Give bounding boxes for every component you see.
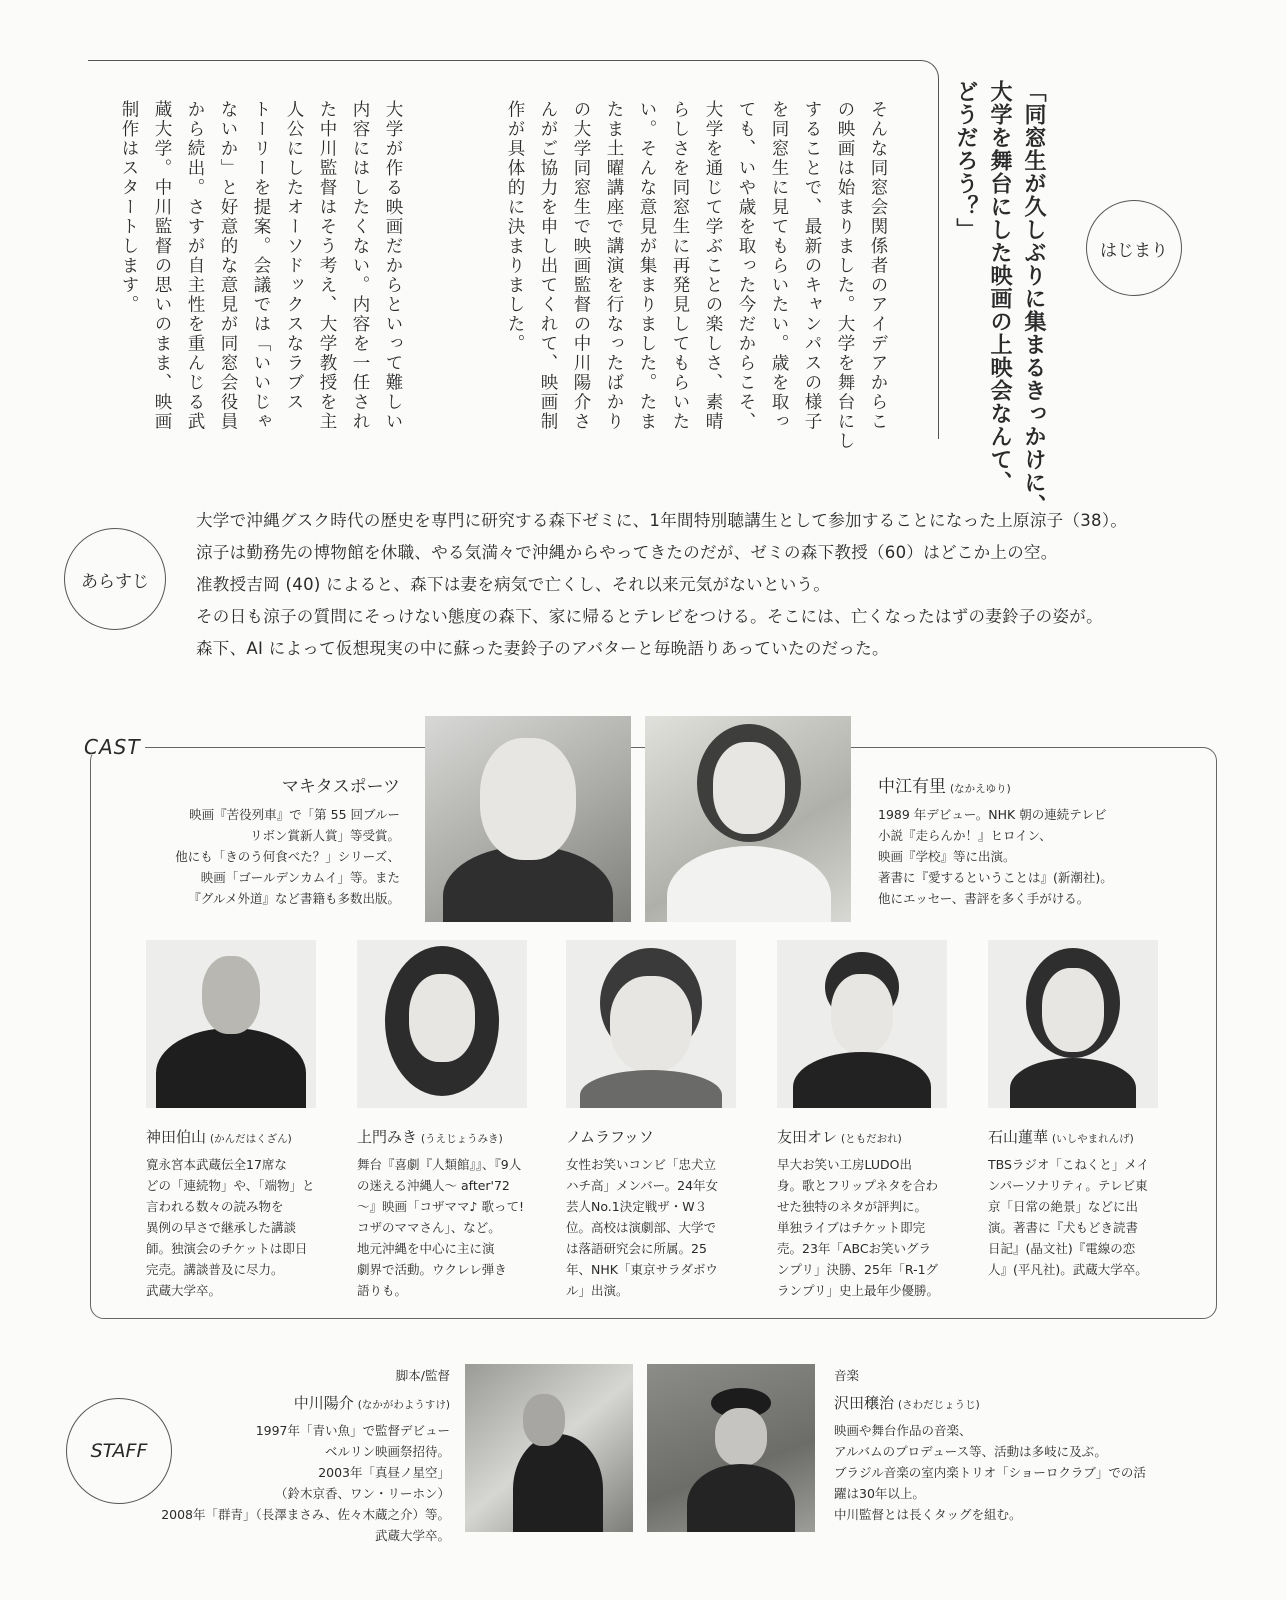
cast-bio: 寛永宮本武蔵伝全17席な どの「連続物」や、「端物」と 言われる数々の読み物を 異例の早さで継承した講談 師。独演会のチケットは即日 完売。講談普及に尽力。 武蔵大学卒。 (146, 1157, 315, 1298)
cast-bio: 舞台『喜劇『人類館』』、『9人 の迷える沖縄人〜 after'72 〜』映画「コザママ♪ 歌って! コザのママさん」、など。 地元沖縄を中心に主に演 劇界で活動。ウクレレ弾き 語りも。 (357, 1157, 524, 1298)
kanda-hakuzan-photo (146, 940, 316, 1108)
cast-bio: 早大お笑い工房LUDO出 身。歌とフリップネタを合わ せた独特のネタが評判に。 単独ライブはチケット即完 売。23年「ABCお笑いグラ ンプリ」決勝、25年「R-1グ ランプリ」史上最年少優勝。 (777, 1157, 940, 1298)
sawada-joji-photo (647, 1364, 815, 1532)
staff-name: 沢田穣治 (さわだじょうじ) (834, 1394, 980, 1412)
intro-paragraph-2: 大学が作る映画だからといって難しい 内容にはしたくない。内容を一任され た中川監督はそう考え、大学教授を主 人公にしたオーソドックスなラブス トーリーを提案。会議では「いいじゃ ないか」と好意的な意見が同窓会役員 から続出。さすが自主性を重んじる武 蔵大学。中川監督の思いのまま、映画 制作はスタートします。 (119, 100, 403, 432)
staff-role: 音楽 (834, 1368, 860, 1383)
uejo-miki-photo (357, 940, 527, 1108)
intro-heading: 「同窓生が久しぶりに集まるきっかけに、 大学を舞台にした映画の上映会なんて、 どうだろう？」 (953, 80, 1046, 517)
nakae-yuri-photo (645, 716, 851, 922)
staff-bio: 映画や舞台作品の音楽、 アルバムのプロデュース等、活動は多岐に及ぶ。 ブラジル音楽の室内楽トリオ「ショーロクラブ」での活 躍は30年以上。 中川監督とは長くタッグを組む。 (834, 1423, 1146, 1522)
nomura-fusso-photo (566, 940, 736, 1108)
cast-name: ノムラフッソ (566, 1128, 654, 1146)
staff-label: STAFF (66, 1398, 172, 1504)
staff-name: 中川陽介 (なかがわようすけ) (293, 1394, 450, 1412)
intro-label: はじまり (1086, 200, 1182, 296)
cast-name: マキタスポーツ (281, 777, 400, 797)
cast-bio: 女性お笑いコンビ「忠犬立 ハチ高」メンバー。24年女 芸人No.1決定戦ザ・W３ 位。高校は演劇部、大学で は落語研究会に所属。25 年、NHK「東京サラダボウ ル」出演。 (566, 1157, 719, 1298)
cast-name: 神田伯山 (かんだはくざん) (146, 1128, 292, 1146)
cast-name: 中江有里 (なかえゆり) (878, 777, 1011, 797)
cast-name: 石山蓮華 (いしやまれんげ) (988, 1128, 1134, 1146)
cast-bio: TBSラジオ「こねくと」メイ ンパーソナリティ。テレビ東 京「日常の絶景」などに出 演。著書に『犬もどき読書 日記』(晶文社)『電線の恋 人』(平凡社)。武蔵大学卒。 (988, 1157, 1150, 1277)
cast-bio: 映画『苦役列車』で「第 55 回ブルー リボン賞新人賞」等受賞。 他にも「きのう何食べた？」シリーズ、 映画「ゴールデンカムイ」等。また 『グルメ外道』など書籍も多数出版。 (175, 807, 400, 906)
staff-role: 脚本/監督 (395, 1368, 450, 1383)
cast-name: 友田オレ (ともだおれ) (777, 1128, 902, 1146)
synopsis-label: あらすじ (64, 528, 166, 630)
intro-paragraph-1: そんな同窓会関係者のアイデアからこ の映画は始まりました。大学を舞台にし することで、最新のキャンパスの様子 を同窓生に見てもらいたい。歳を取っ ても、いや歳を取った今だからこそ、 大学を通じて学ぶことの楽しさ、素晴 らしさを同窓生に再発見してもらいた い。そんな意見が集まりました。たま たま土曜講座で講演を行なったばかり の大学同窓生で映画監督の中川陽介さ んがご協力を申し出てくれて、映画制 作が具体的に決まりました。 (505, 100, 888, 451)
cast-bio: 1989 年デビュー。NHK 朝の連続テレビ 小説『走らんか！』ヒロイン、 映画『学校』等に出演。 著書に『愛するということは』(新潮社)。 他にエッセー、書評を多く手がける。 (878, 807, 1113, 906)
makita-sports-photo (425, 716, 631, 922)
tomoda-ore-photo (777, 940, 947, 1108)
synopsis-text: 大学で沖縄グスク時代の歴史を専門に研究する森下ゼミに、1年間特別聴講生として参加することになった上原涼子（38）。 涼子は勤務先の博物館を休職、やる気満々で沖縄からやってきたのだが、ゼミの森下教授（60）はどこか上の空。 准教授吉岡 (40) によると、森下は妻を病気で亡くし、それ以来元気がないという。 その日も涼子の質問にそっけない態度の森下、家に帰るとテレビをつける。そこには、亡くなったはずの妻鈴子の姿が。 森下、AI によって仮想現実の中に蘇った妻鈴子のアバターと毎晩語りあっていたのだった。 (196, 511, 1128, 658)
staff-bio: 1997年「青い魚」で監督デビュー ベルリン映画祭招待。 2003年「真昼ノ星空」 （鈴木京香、ワン・リーホン） 2008年「群青」（長澤まさみ、佐々木蔵之介）等。 武蔵大学卒。 (161, 1423, 450, 1543)
cast-name: 上門みき (うえじょうみき) (357, 1128, 503, 1146)
cast-title: CAST (84, 735, 141, 759)
nakagawa-yosuke-photo (465, 1364, 633, 1532)
ishiyama-renge-photo (988, 940, 1158, 1108)
